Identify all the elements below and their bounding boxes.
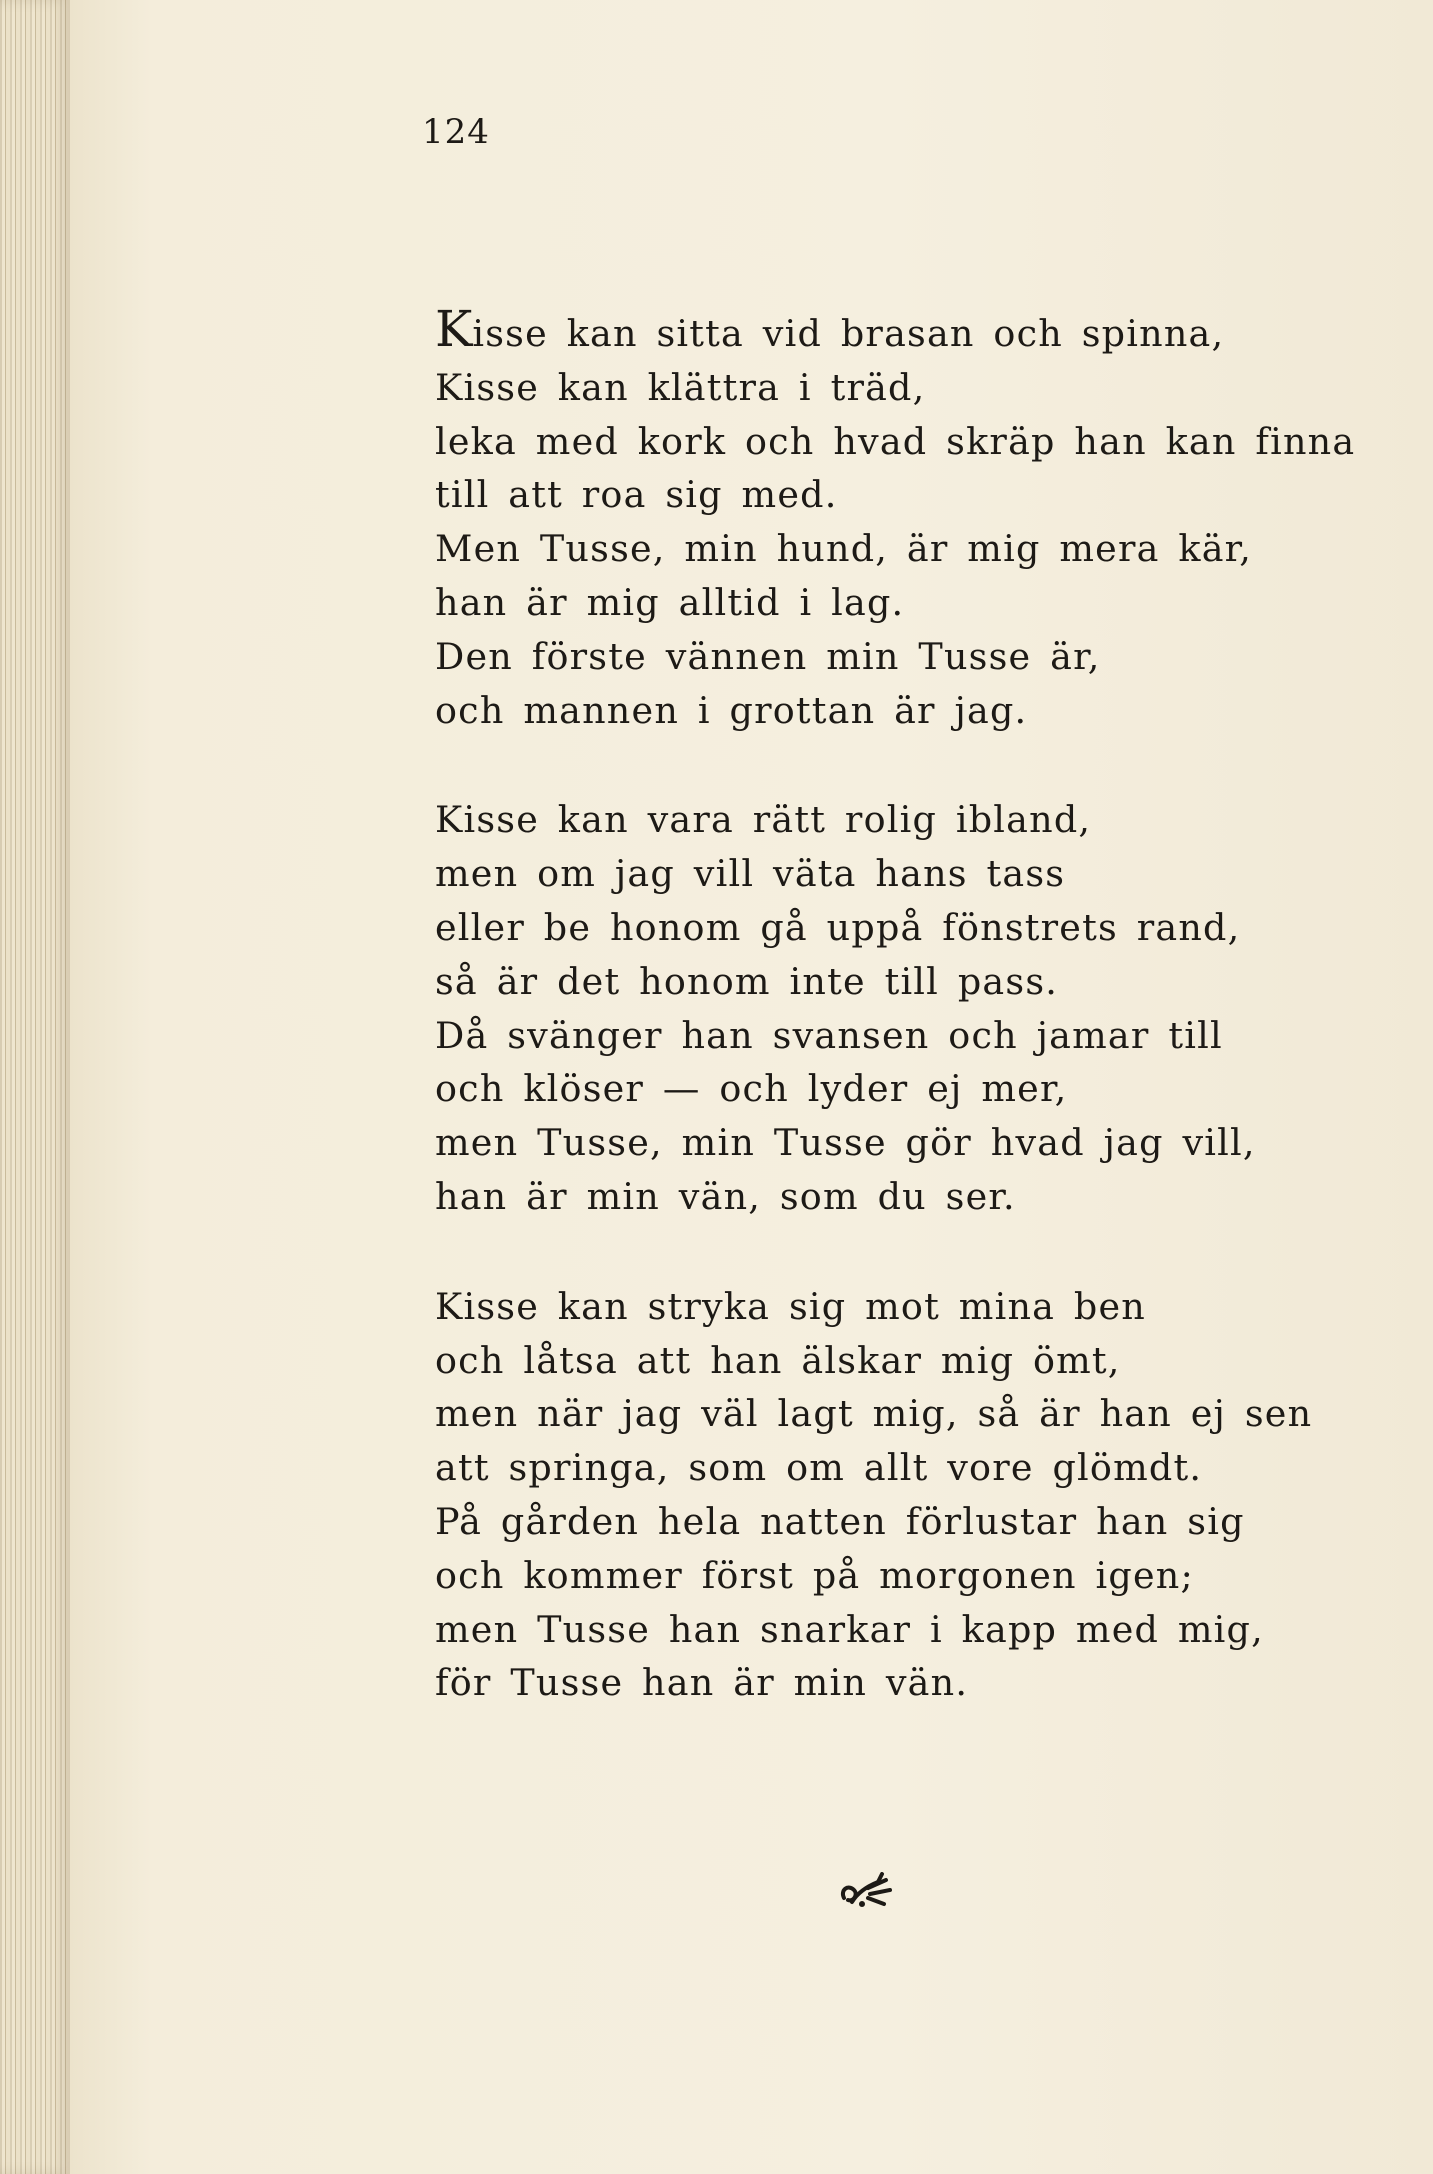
poem-line: men Tusse, min Tusse gör hvad jag vill, bbox=[435, 1121, 1256, 1165]
poem-line: så är det honom inte till pass. bbox=[435, 959, 1059, 1003]
book-page bbox=[70, 0, 1433, 2174]
poem-line: han är mig alltid i lag. bbox=[435, 580, 905, 624]
poem-line: att springa, som om allt vore glömdt. bbox=[435, 1446, 1203, 1490]
poem-line: leka med kork och hvad skräp han kan finna bbox=[435, 419, 1356, 463]
stanza-2 bbox=[435, 793, 1433, 1223]
poem-line: eller be honom gå uppå fönstrets rand, bbox=[435, 905, 1241, 949]
page-number: 124 bbox=[422, 112, 490, 152]
stanza-1 bbox=[435, 300, 1433, 737]
book-page-edges bbox=[0, 0, 70, 2174]
poem-line: han är min vän, som du ser. bbox=[435, 1174, 1016, 1218]
poem bbox=[435, 300, 1433, 1710]
poem-line: Då svänger han svansen och jamar till bbox=[435, 1013, 1223, 1057]
poem-line: och mannen i grottan är jag. bbox=[435, 688, 1028, 732]
poem-line: Kisse kan klättra i träd, bbox=[435, 365, 926, 409]
poem-line: men när jag väl lagt mig, så är han ej sen bbox=[435, 1392, 1313, 1436]
poem-line: för Tusse han är min vän. bbox=[435, 1661, 969, 1705]
poem-line: och klöser — och lyder ej mer, bbox=[435, 1067, 1068, 1111]
poem-line: Men Tusse, min hund, är mig mera kär, bbox=[435, 527, 1253, 571]
poem-line: Kisse kan stryka sig mot mina ben bbox=[435, 1284, 1146, 1328]
poem-line: men om jag vill väta hans tass bbox=[435, 852, 1066, 896]
poem-line: Den förste vännen min Tusse är, bbox=[435, 634, 1101, 678]
fleuron-icon bbox=[838, 1872, 894, 1912]
poem-line: men Tusse han snarkar i kapp med mig, bbox=[435, 1607, 1264, 1651]
poem-line: Kisse kan vara rätt rolig ibland, bbox=[435, 798, 1092, 842]
poem-line: till att roa sig med. bbox=[435, 473, 838, 517]
drop-cap: K bbox=[435, 300, 473, 358]
poem-line: På gården hela natten förlustar han sig bbox=[435, 1499, 1245, 1543]
poem-line: och kommer först på morgonen igen; bbox=[435, 1553, 1194, 1597]
first-line-text: isse kan sitta vid brasan och spinna, bbox=[472, 312, 1225, 355]
poem-line: och låtsa att han älskar mig ömt, bbox=[435, 1338, 1121, 1382]
poem-line bbox=[435, 300, 1433, 361]
stanza-3 bbox=[435, 1280, 1433, 1710]
